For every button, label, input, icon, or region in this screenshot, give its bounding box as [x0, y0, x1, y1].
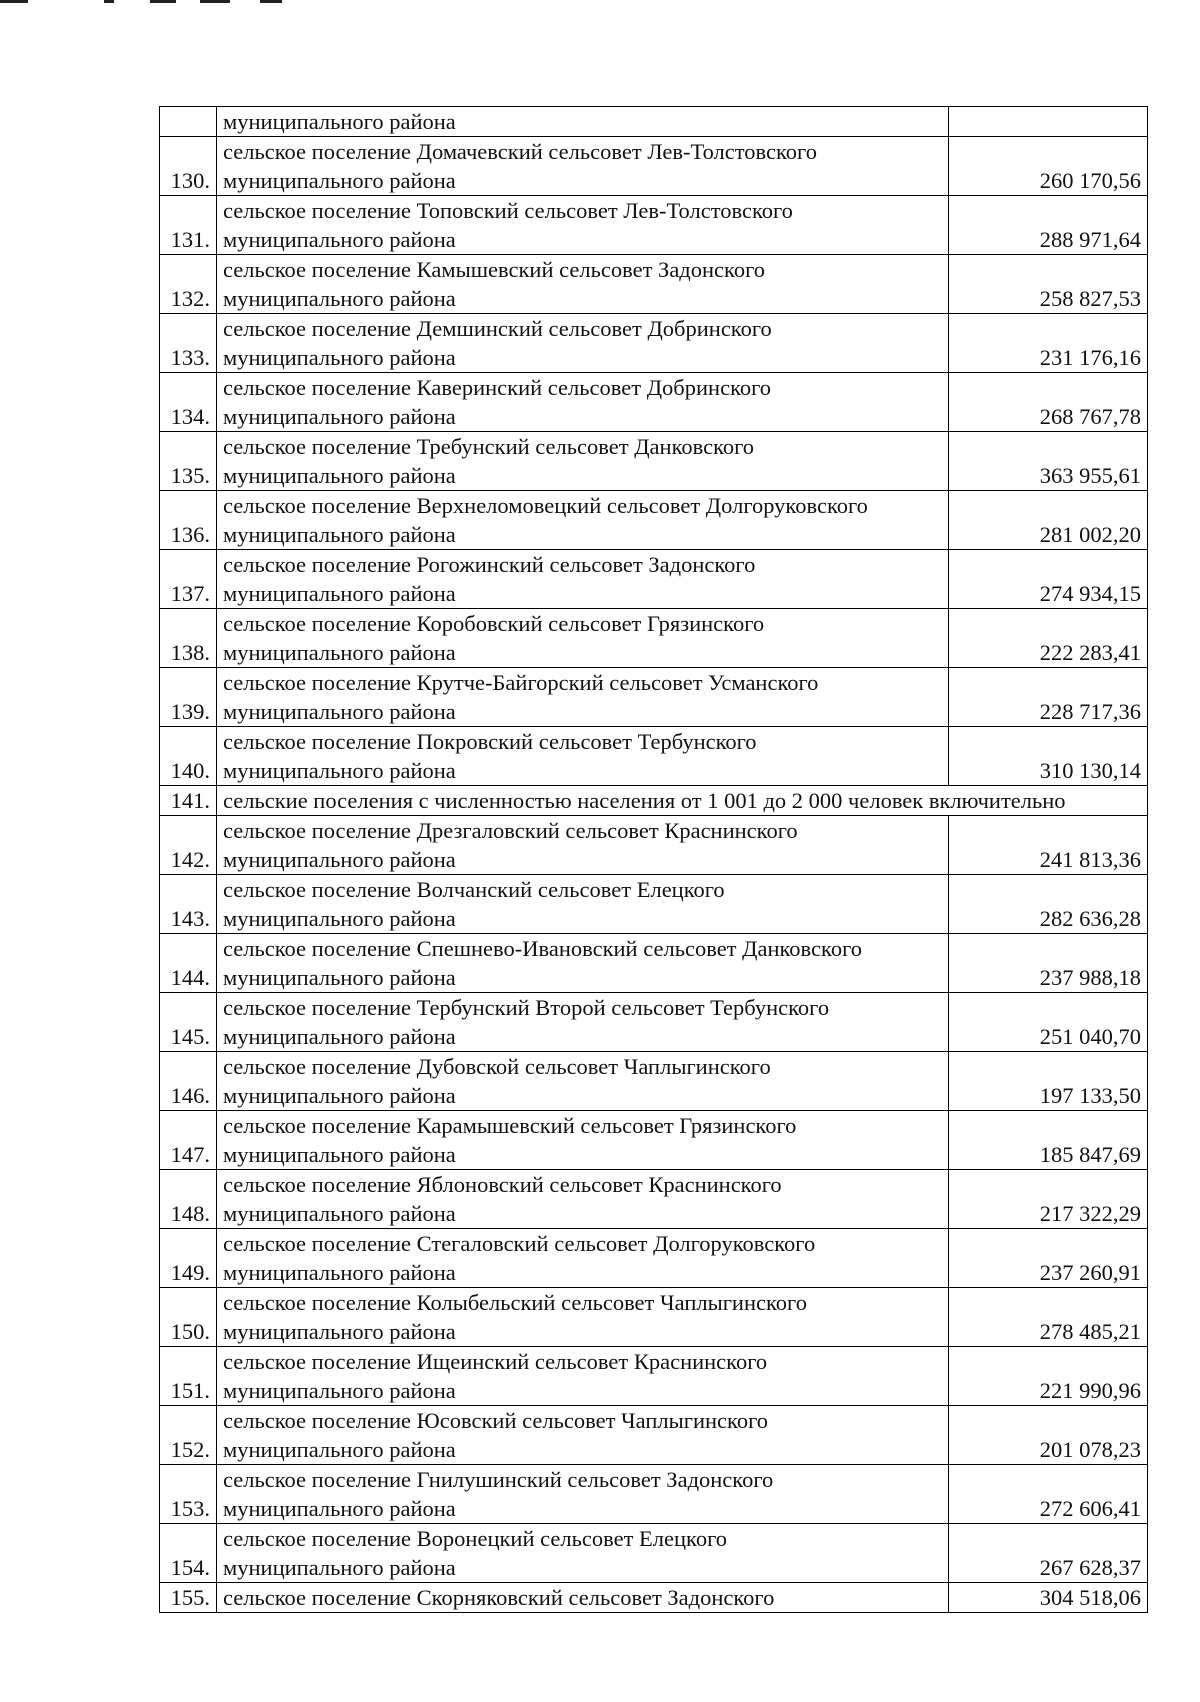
amount: 217 322,29	[949, 1170, 1148, 1229]
name-line: муниципального района	[223, 345, 456, 370]
name-line: муниципального района	[223, 1083, 456, 1108]
row-number: 143.	[160, 875, 217, 934]
amount: 304 518,06	[949, 1583, 1148, 1613]
name-line: сельское поселение Дрезгаловский сельсовет Краснинского	[223, 818, 798, 843]
settlement-name	[217, 1465, 949, 1524]
name-line: муниципального района	[223, 522, 456, 547]
settlement-name	[217, 1347, 949, 1406]
row-number: 139.	[160, 668, 217, 727]
table-row	[160, 432, 1148, 491]
name-line: муниципального района	[223, 1437, 456, 1462]
name-line: муниципального района	[223, 1496, 456, 1521]
amount: 260 170,56	[949, 137, 1148, 196]
settlement-name	[217, 196, 949, 255]
table-row	[160, 816, 1148, 875]
table-row	[160, 1406, 1148, 1465]
table-row	[160, 934, 1148, 993]
table-row	[160, 1111, 1148, 1170]
settlement-name	[217, 432, 949, 491]
name-line: муниципального района	[223, 404, 456, 429]
row-number: 140.	[160, 727, 217, 786]
name-line: сельское поселение Камышевский сельсовет Задонского	[223, 257, 765, 282]
table-row	[160, 373, 1148, 432]
table-row	[160, 196, 1148, 255]
amount: 268 767,78	[949, 373, 1148, 432]
name-line: сельское поселение Яблоновский сельсовет Краснинского	[223, 1172, 782, 1197]
settlement-name	[217, 1229, 949, 1288]
amount: 282 636,28	[949, 875, 1148, 934]
row-number: 138.	[160, 609, 217, 668]
row-number: 152.	[160, 1406, 217, 1465]
amount: 251 040,70	[949, 993, 1148, 1052]
name-line: муниципального района	[223, 1319, 456, 1344]
name-line: муниципального района	[223, 168, 456, 193]
name-line: муниципального района	[223, 1142, 456, 1167]
amount: 274 934,15	[949, 550, 1148, 609]
amount: 228 717,36	[949, 668, 1148, 727]
row-number: 144.	[160, 934, 217, 993]
amount: 221 990,96	[949, 1347, 1148, 1406]
row-number: 142.	[160, 816, 217, 875]
name-line: сельское поселение Домачевский сельсовет Лев-Толстовского	[223, 139, 817, 164]
settlement-name	[217, 491, 949, 550]
table-row	[160, 1288, 1148, 1347]
amount: 310 130,14	[949, 727, 1148, 786]
row-number: 135.	[160, 432, 217, 491]
table-row	[160, 1465, 1148, 1524]
amount: 278 485,21	[949, 1288, 1148, 1347]
name-line: сельское поселение Покровский сельсовет Тербунского	[223, 729, 757, 754]
row-number: 155.	[160, 1583, 217, 1613]
table-row	[160, 314, 1148, 373]
row-number: 147.	[160, 1111, 217, 1170]
group-heading: сельские поселения с численностью населения от 1 001 до 2 000 человек включительно	[217, 786, 1148, 816]
settlement-name: сельское поселение Скорняковский сельсовет Задонского	[217, 1583, 949, 1613]
row-number: 141.	[160, 786, 217, 816]
table-row	[160, 1347, 1148, 1406]
group-row	[160, 786, 1148, 816]
name-line: муниципального района	[223, 227, 456, 252]
name-line: муниципального района	[223, 699, 456, 724]
name-line: сельское поселение Коробовский сельсовет Грязинского	[223, 611, 765, 636]
table-row	[160, 491, 1148, 550]
table-body	[160, 107, 1148, 1613]
name-line: муниципального района	[223, 965, 456, 990]
name-line: сельское поселение Гнилушинский сельсовет Задонского	[223, 1467, 774, 1492]
name-line: муниципального района	[223, 640, 456, 665]
settlement-name	[217, 1052, 949, 1111]
amount: 231 176,16	[949, 314, 1148, 373]
row-number: 151.	[160, 1347, 217, 1406]
row-number: 133.	[160, 314, 217, 373]
settlement-name	[217, 727, 949, 786]
amount: 237 988,18	[949, 934, 1148, 993]
settlement-name	[217, 1406, 949, 1465]
amount: 197 133,50	[949, 1052, 1148, 1111]
name-line: муниципального района	[223, 1260, 456, 1285]
table-row	[160, 875, 1148, 934]
name-line: сельское поселение Воронецкий сельсовет Елецкого	[223, 1526, 727, 1551]
scan-artifact	[0, 0, 28, 3]
amount: 222 283,41	[949, 609, 1148, 668]
table-row	[160, 137, 1148, 196]
amount: 281 002,20	[949, 491, 1148, 550]
table-row	[160, 1170, 1148, 1229]
name-line: муниципального района	[223, 109, 456, 134]
settlement-name	[217, 314, 949, 373]
table-row	[160, 727, 1148, 786]
name-line: сельское поселение Демшинский сельсовет Добринского	[223, 316, 772, 341]
row-number	[160, 107, 217, 137]
settlement-name	[217, 934, 949, 993]
table-row	[160, 668, 1148, 727]
name-line: сельское поселение Верхнеломовецкий сельсовет Долгоруковского	[223, 493, 868, 518]
name-line: муниципального района	[223, 758, 456, 783]
row-number: 148.	[160, 1170, 217, 1229]
row-number: 146.	[160, 1052, 217, 1111]
amount: 267 628,37	[949, 1524, 1148, 1583]
amount: 288 971,64	[949, 196, 1148, 255]
name-line: муниципального района	[223, 906, 456, 931]
continuation-row	[160, 107, 1148, 137]
name-line: сельское поселение Крутче-Байгорский сельсовет Усманского	[223, 670, 819, 695]
table-row	[160, 1229, 1148, 1288]
settlement-name	[217, 609, 949, 668]
name-line: муниципального района	[223, 286, 456, 311]
name-line: сельское поселение Карамышевский сельсовет Грязинского	[223, 1113, 797, 1138]
row-number: 154.	[160, 1524, 217, 1583]
name-line: сельское поселение Требунский сельсовет Данковского	[223, 434, 755, 459]
name-line: муниципального района	[223, 581, 456, 606]
name-line: сельское поселение Рогожинский сельсовет Задонского	[223, 552, 756, 577]
amount: 258 827,53	[949, 255, 1148, 314]
amount	[949, 107, 1148, 137]
name-line: сельское поселение Юсовский сельсовет Чаплыгинского	[223, 1408, 768, 1433]
settlement-name	[217, 107, 949, 137]
settlement-name	[217, 993, 949, 1052]
name-line: сельское поселение Каверинский сельсовет Добринского	[223, 375, 772, 400]
settlement-name	[217, 1524, 949, 1583]
name-line: муниципального района	[223, 1201, 456, 1226]
amount: 237 260,91	[949, 1229, 1148, 1288]
scan-artifact	[260, 0, 282, 3]
scan-artifact	[104, 0, 114, 3]
settlement-name	[217, 668, 949, 727]
name-line: муниципального района	[223, 1378, 456, 1403]
row-number: 136.	[160, 491, 217, 550]
row-number: 150.	[160, 1288, 217, 1347]
row-number: 130.	[160, 137, 217, 196]
name-line: сельское поселение Спешнево-Ивановский сельсовет Данковского	[223, 936, 862, 961]
settlement-name	[217, 1111, 949, 1170]
name-line: муниципального района	[223, 1555, 456, 1580]
settlement-name	[217, 255, 949, 314]
name-line: сельское поселение Ищеинский сельсовет Краснинского	[223, 1349, 768, 1374]
row-number: 134.	[160, 373, 217, 432]
table-row	[160, 550, 1148, 609]
name-line: сельское поселение Дубовской сельсовет Чаплыгинского	[223, 1054, 771, 1079]
settlement-name	[217, 875, 949, 934]
row-number: 145.	[160, 993, 217, 1052]
row-number: 153.	[160, 1465, 217, 1524]
name-line: сельское поселение Колыбельский сельсовет Чаплыгинского	[223, 1290, 807, 1315]
name-line: муниципального района	[223, 1024, 456, 1049]
table-row	[160, 1524, 1148, 1583]
settlements-table	[159, 106, 1148, 1613]
name-line: муниципального района	[223, 847, 456, 872]
name-line: сельское поселение Тербунский Второй сельсовет Тербунского	[223, 995, 830, 1020]
amount: 185 847,69	[949, 1111, 1148, 1170]
row-number: 131.	[160, 196, 217, 255]
name-line: сельское поселение Стегаловский сельсовет Долгоруковского	[223, 1231, 816, 1256]
scan-artifact	[150, 0, 176, 3]
settlement-name	[217, 1288, 949, 1347]
row-number: 137.	[160, 550, 217, 609]
amount: 201 078,23	[949, 1406, 1148, 1465]
name-line: муниципального района	[223, 463, 456, 488]
scan-artifact	[200, 0, 230, 3]
amount: 272 606,41	[949, 1465, 1148, 1524]
settlement-name	[217, 550, 949, 609]
row-number: 149.	[160, 1229, 217, 1288]
settlement-name	[217, 373, 949, 432]
name-line: сельское поселение Волчанский сельсовет Елецкого	[223, 877, 725, 902]
table-row	[160, 609, 1148, 668]
table-row	[160, 993, 1148, 1052]
settlement-name	[217, 816, 949, 875]
amount: 363 955,61	[949, 432, 1148, 491]
table-row	[160, 1052, 1148, 1111]
name-line: сельское поселение Топовский сельсовет Лев-Толстовского	[223, 198, 793, 223]
row-number: 132.	[160, 255, 217, 314]
settlement-name	[217, 1170, 949, 1229]
table-row	[160, 1583, 1148, 1613]
amount: 241 813,36	[949, 816, 1148, 875]
settlement-name	[217, 137, 949, 196]
table-row	[160, 255, 1148, 314]
